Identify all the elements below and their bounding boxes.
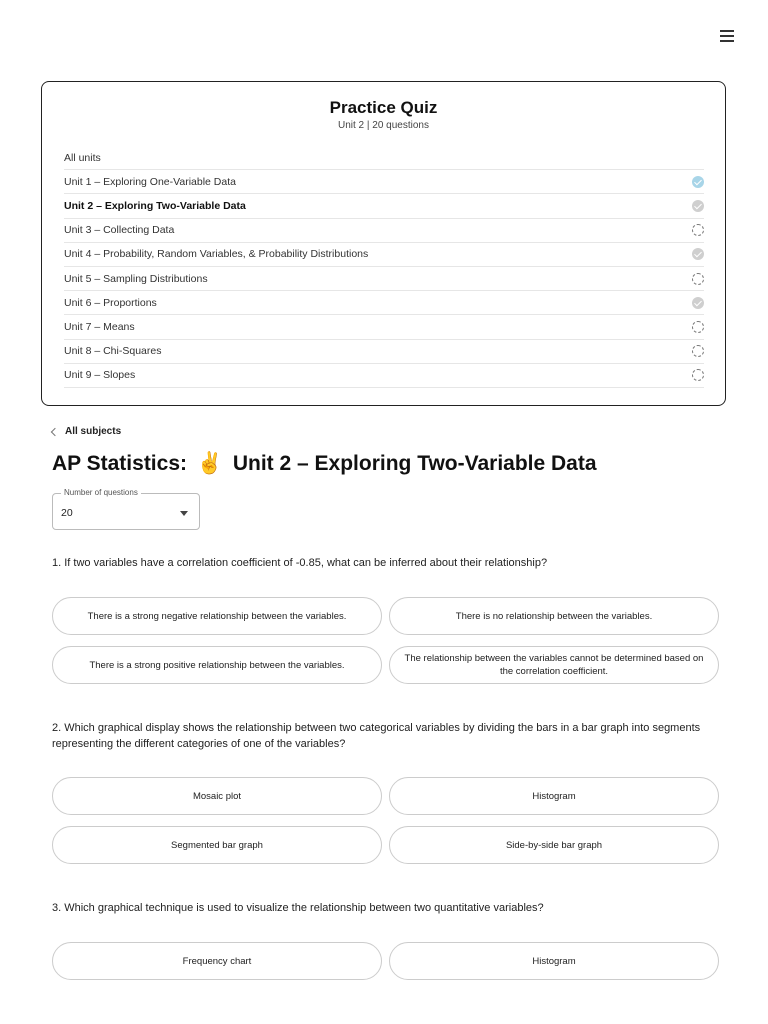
unit-label: Unit 8 – Chi-Squares	[64, 345, 162, 358]
select-value: 20	[61, 507, 73, 519]
dashed-circle-icon	[692, 321, 704, 333]
chevron-left-icon	[51, 427, 59, 435]
quiz-subtitle: Unit 2 | 20 questions	[338, 120, 429, 131]
answer-option[interactable]: Side-by-side bar graph	[389, 826, 719, 864]
check-circle-icon	[692, 248, 704, 260]
dashed-circle-icon	[692, 369, 704, 381]
unit-item-9[interactable]	[64, 364, 704, 388]
all-units-item[interactable]	[64, 146, 704, 170]
answer-option[interactable]: Frequency chart	[52, 942, 382, 980]
answer-option[interactable]: Histogram	[389, 777, 719, 815]
unit-label: Unit 2 – Exploring Two-Variable Data	[64, 199, 246, 212]
all-units-label: All units	[64, 151, 101, 164]
unit-label: Unit 1 – Exploring One-Variable Data	[64, 175, 236, 188]
unit-item-6[interactable]	[64, 291, 704, 315]
all-subjects-label: All subjects	[65, 426, 122, 437]
answer-option[interactable]: There is no relationship between the variables.	[389, 597, 719, 635]
unit-label: Unit 4 – Probability, Random Variables, & Probability Distributions	[64, 248, 369, 261]
dashed-circle-icon	[692, 224, 704, 236]
title-suffix: Unit 2 – Exploring Two-Variable Data	[232, 452, 597, 475]
check-circle-icon	[692, 297, 704, 309]
page-title	[52, 452, 597, 476]
unit-item-3[interactable]	[64, 219, 704, 243]
dashed-circle-icon	[692, 345, 704, 357]
unit-item-1[interactable]	[64, 170, 704, 194]
menu-button[interactable]	[720, 30, 736, 44]
answer-option[interactable]: There is a strong negative relationship between the variables.	[52, 597, 382, 635]
title-prefix: AP Statistics:	[52, 452, 187, 475]
unit-item-2[interactable]	[64, 194, 704, 218]
check-circle-icon	[692, 200, 704, 212]
answer-option[interactable]: There is a strong positive relationship between the variables.	[52, 646, 382, 684]
number-of-questions-select[interactable]	[52, 488, 200, 530]
unit-label: Unit 3 – Collecting Data	[64, 224, 175, 237]
unit-label: Unit 7 – Means	[64, 320, 135, 333]
hamburger-menu-icon	[720, 30, 734, 32]
quiz-title: Practice Quiz	[329, 98, 438, 117]
answer-option[interactable]: Mosaic plot	[52, 777, 382, 815]
answer-option[interactable]: The relationship between the variables cannot be determined based on the correlation coefficient.	[389, 646, 719, 684]
select-legend: Number of questions	[61, 488, 141, 497]
check-circle-icon	[692, 176, 704, 188]
question-2-text: 2. Which graphical display shows the relationship between two categorical variables by dividing the bars in a bar graph into segments representing the different categories of one of the variables?	[52, 722, 701, 750]
question-3-text: 3. Which graphical technique is used to visualize the relationship between two quantitative variables?	[52, 902, 544, 914]
victory-hand-icon: ✌️	[196, 452, 223, 475]
unit-list	[64, 146, 704, 388]
unit-item-7[interactable]	[64, 315, 704, 339]
practice-quiz-card	[41, 81, 726, 406]
unit-label: Unit 6 – Proportions	[64, 296, 157, 309]
unit-item-4[interactable]	[64, 243, 704, 267]
unit-item-8[interactable]	[64, 340, 704, 364]
dashed-circle-icon	[692, 273, 704, 285]
caret-down-icon	[180, 511, 188, 516]
unit-item-5[interactable]	[64, 267, 704, 291]
unit-label: Unit 5 – Sampling Distributions	[64, 272, 208, 285]
question-1-text: 1. If two variables have a correlation coefficient of -0.85, what can be inferred about their relationship?	[52, 557, 548, 569]
answer-option[interactable]: Histogram	[389, 942, 719, 980]
all-subjects-link[interactable]	[52, 426, 121, 437]
answer-option[interactable]: Segmented bar graph	[52, 826, 382, 864]
unit-label: Unit 9 – Slopes	[64, 369, 136, 382]
